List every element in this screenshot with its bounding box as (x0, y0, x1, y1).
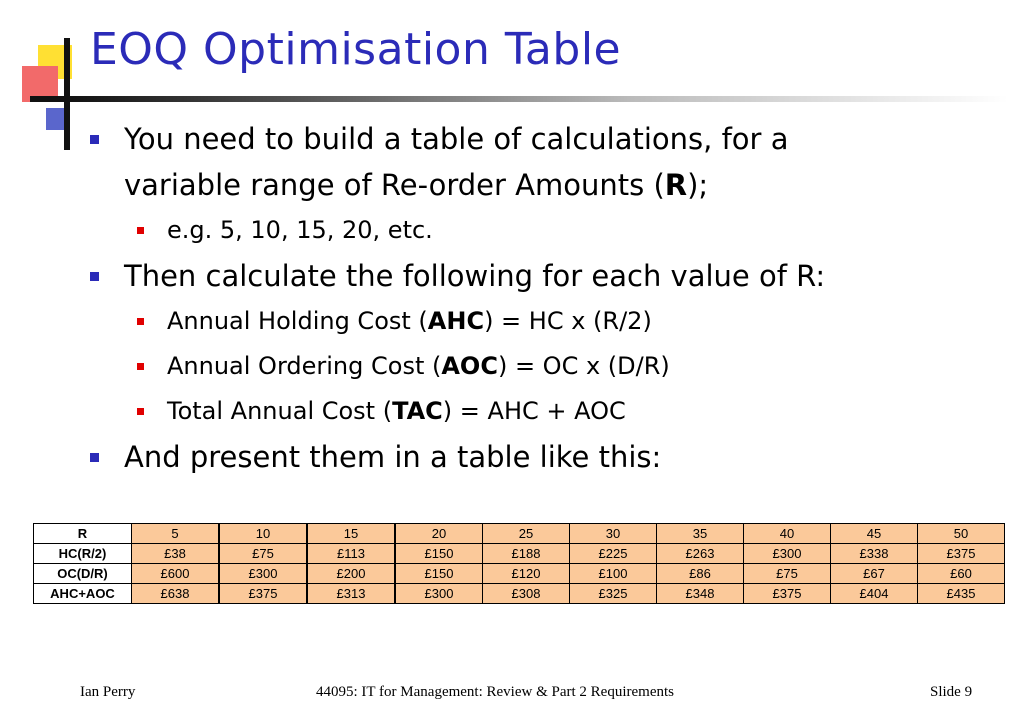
table-cell: 40 (744, 524, 831, 544)
bullet-1-line-1: You need to build a table of calculations, for a (124, 122, 789, 156)
table-cell: £100 (570, 564, 657, 584)
table-cell: £150 (395, 564, 483, 584)
table-cell: 20 (395, 524, 483, 544)
table-cell: £638 (132, 584, 220, 604)
footer-course: 44095: IT for Management: Review & Part 2 Requirements (316, 684, 674, 700)
table-cell: £325 (570, 584, 657, 604)
aoc-post: ) = OC x (D/R) (497, 352, 670, 380)
sub-bullet-1 (90, 208, 990, 253)
footer-author: Ian Perry (80, 684, 136, 700)
slide-title: EOQ Optimisation Table (90, 24, 622, 75)
logo-blue-square (46, 108, 66, 130)
table-cell: £375 (744, 584, 831, 604)
aoc-bold: AOC (441, 352, 498, 380)
bullet-1-line-2-pre: variable range of Re-order Amounts ( (124, 168, 665, 202)
table-cell: £60 (918, 564, 1005, 584)
tac-bold: TAC (392, 397, 443, 425)
table-cell: £313 (307, 584, 395, 604)
table-row (34, 584, 1005, 604)
table-cell: £188 (483, 544, 570, 564)
bullet-1 (90, 116, 990, 208)
bullet-1-line-2-post: ); (687, 168, 709, 202)
table-cell: £263 (657, 544, 744, 564)
bullet-square-icon (90, 453, 99, 462)
table-cell: 10 (219, 524, 307, 544)
slide-body (90, 116, 990, 480)
table-cell: £300 (395, 584, 483, 604)
slide-logo (0, 0, 90, 150)
table-cell: £348 (657, 584, 744, 604)
row-label: HC(R/2) (34, 544, 132, 564)
table-cell: £435 (918, 584, 1005, 604)
table-row (34, 524, 1005, 544)
table-cell: £113 (307, 544, 395, 564)
footer-slide-number: Slide 9 (930, 684, 973, 700)
table-cell: 45 (831, 524, 918, 544)
table-cell: £38 (132, 544, 220, 564)
table-cell: 5 (132, 524, 220, 544)
table-cell: £375 (219, 584, 307, 604)
logo-vertical-bar (64, 38, 70, 150)
ahc-post: ) = HC x (R/2) (484, 307, 652, 335)
table-cell: £75 (744, 564, 831, 584)
bullet-1-bold-r: R (664, 168, 688, 202)
table-cell: £120 (483, 564, 570, 584)
eoq-table-body (34, 524, 1005, 604)
table-cell: £404 (831, 584, 918, 604)
sub-bullet-1-text: e.g. 5, 10, 15, 20, etc. (167, 216, 433, 244)
ahc-pre: Annual Holding Cost ( (167, 307, 428, 335)
row-label: AHC+AOC (34, 584, 132, 604)
eoq-table-container (33, 523, 1005, 604)
table-cell: £150 (395, 544, 483, 564)
sub-bullet-square-icon (137, 318, 144, 325)
sub-bullet-ahc (90, 299, 990, 344)
table-cell: 25 (483, 524, 570, 544)
table-cell: £375 (918, 544, 1005, 564)
table-cell: £308 (483, 584, 570, 604)
sub-bullet-square-icon (137, 408, 144, 415)
sub-bullet-square-icon (137, 227, 144, 234)
table-cell: 50 (918, 524, 1005, 544)
row-label: OC(D/R) (34, 564, 132, 584)
bullet-2 (90, 253, 990, 299)
table-cell: 35 (657, 524, 744, 544)
table-cell: £300 (744, 544, 831, 564)
table-cell: £200 (307, 564, 395, 584)
row-label: R (34, 524, 132, 544)
table-cell: 30 (570, 524, 657, 544)
table-cell: £86 (657, 564, 744, 584)
table-cell: £67 (831, 564, 918, 584)
sub-bullet-tac (90, 389, 990, 434)
tac-post: ) = AHC + AOC (442, 397, 626, 425)
title-underline (68, 96, 1008, 102)
table-row (34, 564, 1005, 584)
bullet-square-icon (90, 135, 99, 144)
sub-bullet-aoc (90, 344, 990, 389)
ahc-bold: AHC (427, 307, 485, 335)
table-cell: 15 (307, 524, 395, 544)
bullet-square-icon (90, 272, 99, 281)
table-cell: £338 (831, 544, 918, 564)
sub-bullet-square-icon (137, 363, 144, 370)
table-cell: £75 (219, 544, 307, 564)
bullet-2-text: Then calculate the following for each value of R: (124, 259, 826, 293)
bullet-3 (90, 434, 990, 480)
bullet-3-text: And present them in a table like this: (124, 440, 662, 474)
aoc-pre: Annual Ordering Cost ( (167, 352, 442, 380)
tac-pre: Total Annual Cost ( (167, 397, 393, 425)
table-cell: £600 (132, 564, 220, 584)
table-row (34, 544, 1005, 564)
table-cell: £300 (219, 564, 307, 584)
eoq-table (33, 523, 1005, 604)
table-cell: £225 (570, 544, 657, 564)
